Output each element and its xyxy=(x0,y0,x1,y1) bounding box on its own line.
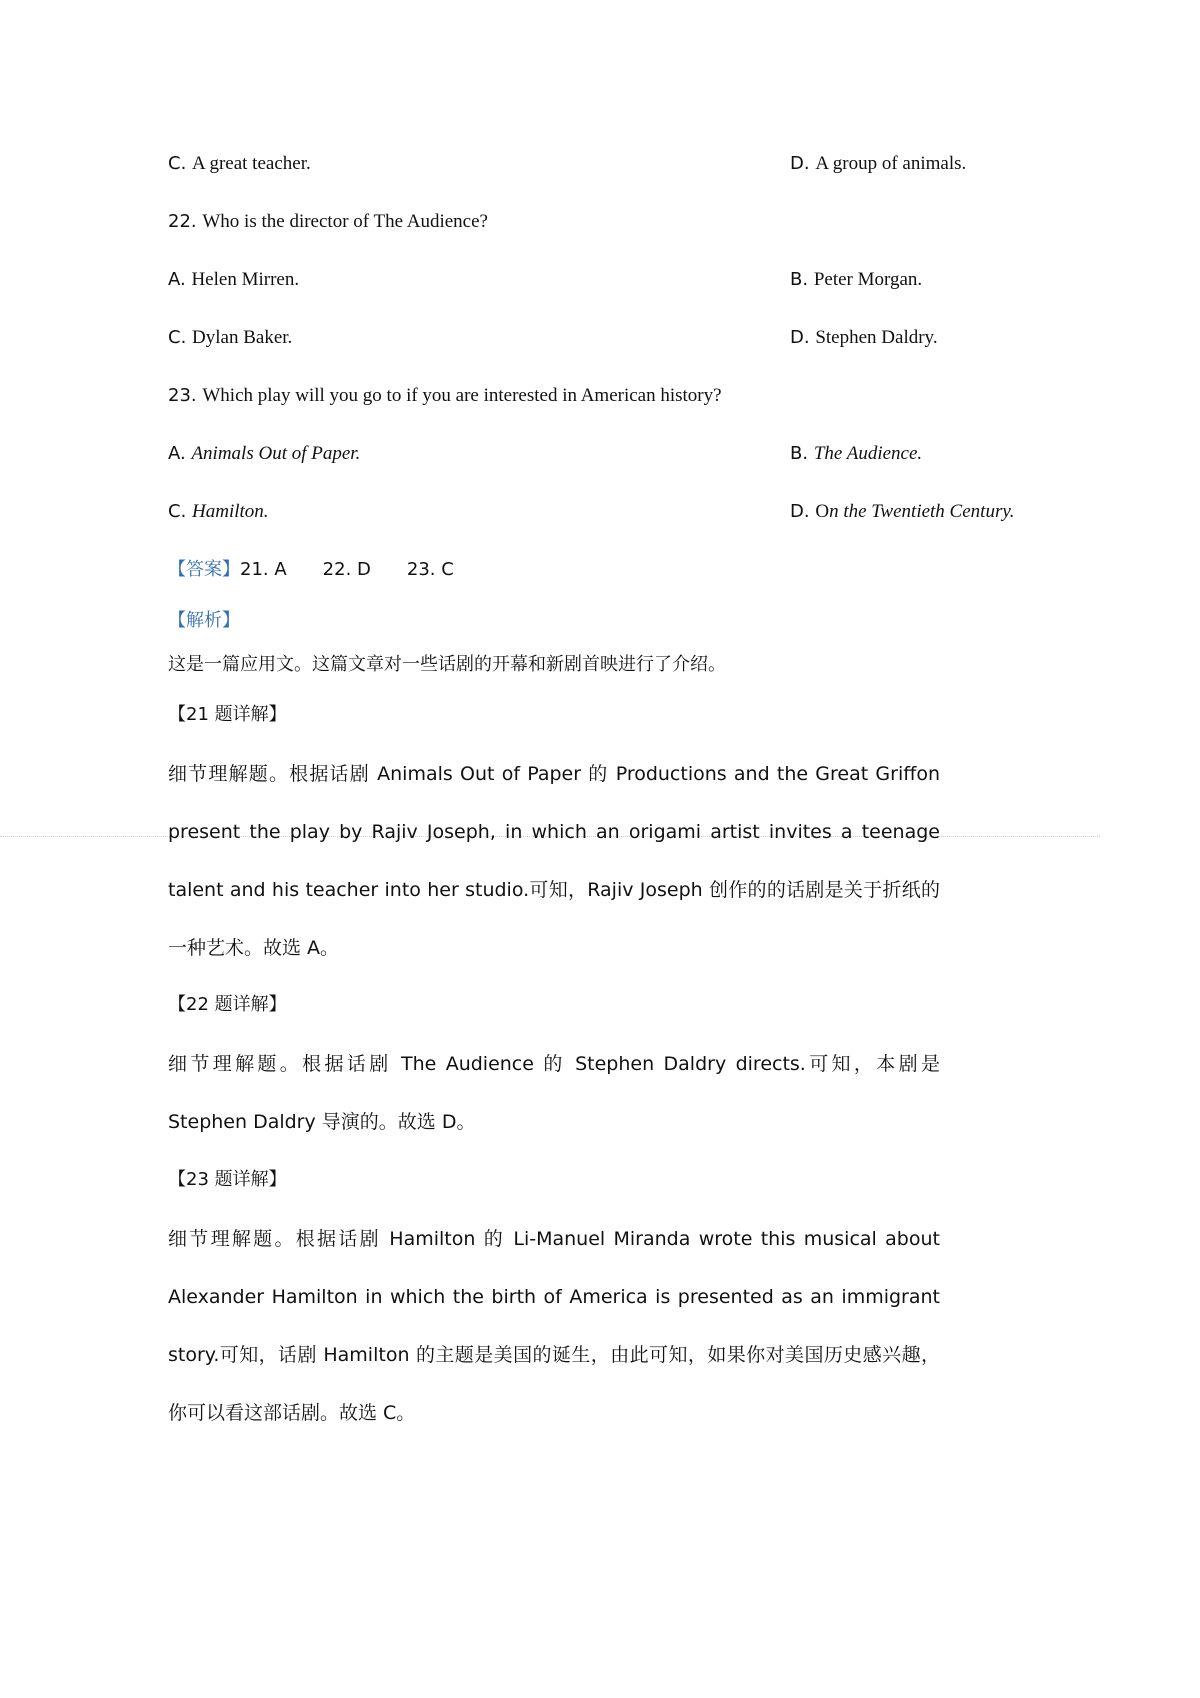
analysis-summary: 这是一篇应用文。这篇文章对一些话剧的开幕和新剧首映进行了介绍。 xyxy=(168,654,726,675)
answer-22: 22. D xyxy=(322,559,371,580)
q22-option-c: C. Dylan Baker. xyxy=(168,327,293,348)
analysis-tag-line xyxy=(168,606,948,636)
q23-question: 23. Which play will you go to if you are interested in American history? xyxy=(168,385,722,406)
answer-tag: 【答案】 xyxy=(168,559,240,580)
detail23-heading: 【23 题详解】 xyxy=(168,1169,287,1190)
q21-option-c: C. A great teacher. xyxy=(168,153,311,174)
q23-option-b: B. The Audience. xyxy=(790,443,923,464)
q23-option-d: D. On the Twentieth Century. xyxy=(790,501,1015,522)
q23-option-c: C. Hamilton. xyxy=(168,501,269,522)
answer-21: 21. A xyxy=(240,559,287,580)
q23-option-a: A. Animals Out of Paper. xyxy=(168,443,361,464)
detail21-heading: 【21 题详解】 xyxy=(168,704,287,725)
answer-23: 23. C xyxy=(406,559,454,580)
detail21-text: 细节理解题。根据话剧 Animals Out of Paper 的 Productions and the Great Griffon present the play by Rajiv Joseph, in which an origami artist invites a teenage talent and his teacher into her studio.可知，Rajiv Joseph 创作的的话剧是关于折纸的一种艺术。故选 A。 xyxy=(168,763,940,959)
q22-option-d: D. Stephen Daldry. xyxy=(790,327,938,348)
q22-question: 22. Who is the director of The Audience? xyxy=(168,211,488,232)
q22-option-a: A. Helen Mirren. xyxy=(168,269,300,290)
q22-options-row-cd xyxy=(168,323,948,353)
answer-line xyxy=(168,555,948,585)
q23-options-row-cd xyxy=(168,497,1015,527)
q22-option-b: B. Peter Morgan. xyxy=(790,269,923,290)
detail22-text: 细节理解题。根据话剧 The Audience 的 Stephen Daldry directs.可知，本剧是 Stephen Daldry 导演的。故选 D。 xyxy=(168,1053,940,1133)
q21-option-d: D. A group of animals. xyxy=(790,153,967,174)
q23-options-row-ab xyxy=(168,439,948,469)
detail23-text: 细节理解题。根据话剧 Hamilton 的 Li-Manuel Miranda wrote this musical about Alexander Hamilton in which the birth of America is presented as an immigrant story.可知，话剧 Hamilton 的主题是美国的诞生，由此可知，如果你对美国历史感兴趣，你可以看这部话剧。故选 C。 xyxy=(168,1228,940,1424)
q22-options-row-ab xyxy=(168,265,948,295)
analysis-tag: 【解析】 xyxy=(168,610,240,631)
detail22-heading: 【22 题详解】 xyxy=(168,994,287,1015)
q21-options-row-cd xyxy=(168,149,967,179)
